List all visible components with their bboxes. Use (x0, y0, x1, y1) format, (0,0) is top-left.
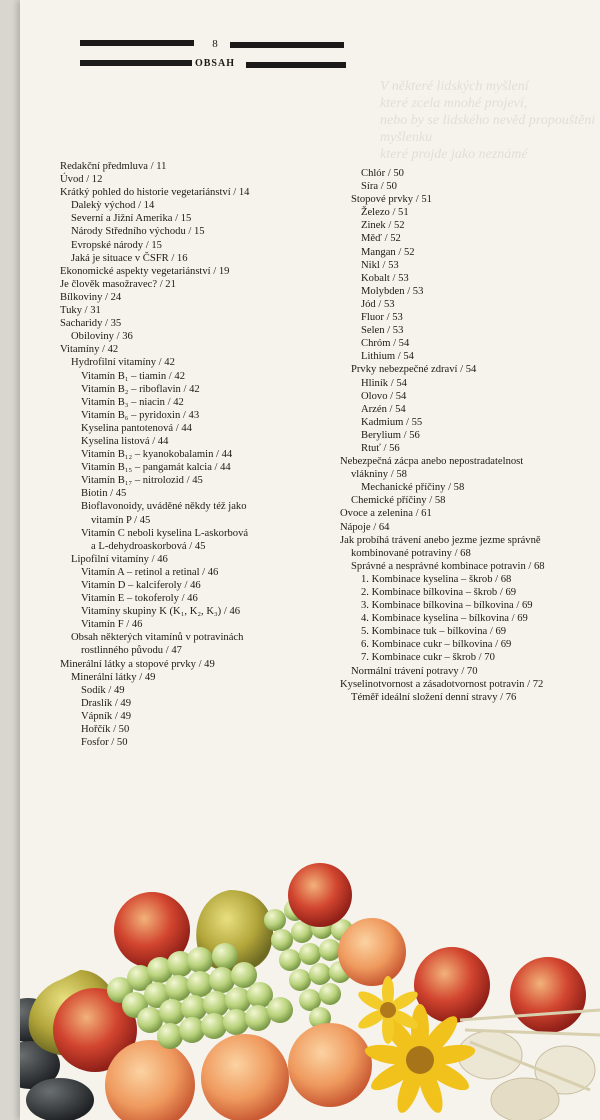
toc-entry: Biotin / 45 (81, 488, 127, 500)
fruit-illustration (20, 860, 600, 1120)
toc-entry: Je člověk masožravec? / 21 (60, 278, 176, 290)
toc-entry: Sacharidy / 35 (60, 318, 122, 330)
toc-entry: Krátký pohled do historie vegetariánství / 14 (60, 187, 250, 199)
toc-entry: 6. Kombinace cukr – bílkovina / 69 (361, 639, 512, 651)
toc-entry: Minerální látky / 49 (71, 671, 156, 683)
toc-entry: Kyselinotvornost a zásadotvornost potravin / 72 (340, 678, 544, 690)
toc-right-column (340, 167, 545, 704)
header-rule-left-top (80, 40, 194, 46)
toc-entry: 7. Kombinace cukr – škrob / 70 (361, 652, 495, 664)
toc-entry: Vitamíny skupiny K (K₁, K₂, K₃) / 46 (81, 606, 241, 618)
toc-entry: Kyselina pantotenová / 44 (81, 422, 192, 434)
toc-entry: Jód / 53 (361, 298, 395, 310)
toc-entry: Fluor / 53 (361, 312, 403, 324)
toc-entry: Bílkoviny / 24 (60, 291, 122, 303)
toc-entry: 4. Kombinace kyselina – bílkovina / 69 (361, 613, 528, 625)
toc-entry: Severní a Jižní Amerika / 15 (71, 213, 192, 225)
toc-entry: Vápník / 49 (81, 710, 132, 722)
toc-entry: vlákniny / 58 (351, 469, 407, 481)
toc-entry: Nebezpečná zácpa anebo nepostradatelnost (340, 456, 524, 468)
toc-entry: Bioflavonoidy, uváděné někdy též jako (81, 501, 247, 513)
peach-right-of-grapes (338, 918, 406, 986)
header-rule-right-bottom (246, 62, 346, 68)
toc-entry: Hliník / 54 (361, 377, 407, 389)
toc-entry: Nápoje / 64 (340, 521, 390, 533)
toc-entry: Vitamín D – kalciferoly / 46 (81, 580, 201, 591)
toc-entry: Měď / 52 (361, 233, 401, 245)
toc-entry: Vitamín B₁₅ – pangamát kalcia / 44 (81, 462, 231, 474)
toc-entry: Kobalt / 53 (361, 272, 409, 284)
toc-left-column (60, 160, 249, 749)
toc-entry: Vitamín B₁₇ – nitrolozid / 45 (81, 475, 203, 487)
toc-entry: Zinek / 52 (361, 220, 405, 232)
toc-entry: 2. Kombinace bílkovina – škrob / 69 (361, 587, 517, 598)
toc-entry: Arzén / 54 (361, 403, 406, 415)
toc-entry: Nikl / 53 (361, 259, 399, 271)
toc-entry: 3. Kombinace bílkovina – bílkovina / 69 (361, 600, 533, 612)
toc-entry: Mechanické příčiny / 58 (361, 482, 465, 494)
toc-entry: Stopové prvky / 51 (351, 194, 432, 206)
toc-entry: Vitamín B₁₂ – kyanokobalamin / 44 (81, 449, 233, 461)
toc-entry: Kyselina listová / 44 (81, 435, 169, 447)
toc-entry: Vitamín F / 46 (81, 619, 143, 631)
toc-entry: Ekonomické aspekty vegetariánství / 19 (60, 265, 230, 277)
apple-top-center (288, 863, 352, 927)
show-through-text: V některé lidských myšlení které zcela mnohé projeví, nebo by se lidského nevěd propouštěni myšlenku které projde jako neznámé (380, 79, 596, 162)
toc-entry: Vitamín E – tokoferoly / 46 (81, 593, 198, 605)
toc-entry: Lithium / 54 (361, 351, 414, 363)
toc-entry: Vitamín B₆ – pyridoxin / 43 (81, 409, 200, 421)
toc-entry: kombinované potraviny / 68 (351, 547, 471, 559)
page-number: 8 (212, 38, 218, 50)
toc-entry: Olovo / 54 (361, 390, 407, 402)
toc-entry: Obsah některých vitamínů v potravinách (71, 632, 244, 644)
toc-entry: Hořčík / 50 (81, 724, 130, 736)
toc-entry: Chlór / 50 (361, 168, 404, 179)
toc-entry: vitamín P / 45 (91, 514, 151, 526)
toc-entry: Redakční předmluva / 11 (60, 161, 167, 172)
toc-entry: Úvod / 12 (60, 174, 103, 186)
toc-entry: Minerální látky a stopové prvky / 49 (60, 658, 215, 670)
toc-entry: Tuky / 31 (60, 305, 101, 317)
toc-entry: Hydrofilní vitamíny / 42 (71, 357, 175, 369)
toc-entry: Vitamín B₃ – niacin / 42 (81, 396, 184, 408)
toc-entry: Vitamín B₂ – riboflavin / 42 (81, 383, 200, 395)
toc-entry: Vitamín A – retinol a retinal / 46 (81, 566, 219, 578)
toc-entry: 5. Kombinace tuk – bílkovina / 69 (361, 626, 507, 638)
toc-entry: 1. Kombinace kyselina – škrob / 68 (361, 573, 512, 585)
toc-entry: Správné a nesprávné kombinace potravin / 68 (351, 560, 545, 572)
toc-entry: Jak probíhá trávení anebo jezme jezme správně (340, 534, 541, 546)
toc-entry: a L-dehydroaskorbová / 45 (91, 540, 206, 552)
toc-entry: Téměř ideální složení denní stravy / 76 (351, 691, 517, 703)
toc-entry: Normální trávení potravy / 70 (351, 665, 478, 677)
toc-entry: rostlinného původu / 47 (81, 645, 182, 657)
toc-entry: Draslík / 49 (81, 697, 132, 709)
yellow-flower-small (356, 976, 421, 1044)
toc-entry: Obiloviny / 36 (71, 331, 133, 343)
header-rule-right-top (230, 42, 344, 48)
peach-bottom-right (288, 1023, 372, 1107)
toc-entry: Chróm / 54 (361, 338, 410, 350)
toc-entry: Vitamín C neboli kyselina L-askorbová (81, 527, 249, 539)
toc-entry: Berylium / 56 (361, 429, 420, 441)
toc-entry: Molybden / 53 (361, 285, 424, 297)
toc-entry: Jaká je situace v ČSFR / 16 (71, 252, 188, 264)
toc-entry: Lipofilní vitamíny / 46 (71, 553, 168, 565)
header-rule-left-bottom (80, 60, 192, 66)
toc-entry: Dalekỳ východ / 14 (71, 200, 155, 212)
toc-entry: Fosfor / 50 (81, 737, 128, 749)
toc-entry: Ovoce a zelenina / 61 (340, 508, 432, 520)
toc-entry: Síra / 50 (361, 181, 397, 193)
toc-entry: Selen / 53 (361, 325, 404, 337)
toc-entry: Evropské národy / 15 (71, 239, 162, 251)
toc-entry: Národy Středního východu / 15 (71, 226, 205, 238)
toc-entry: Sodík / 49 (81, 684, 125, 696)
toc-entry: Vitamíny / 42 (60, 344, 119, 356)
toc-entry: Kadmium / 55 (361, 416, 423, 428)
toc-entry: Prvky nebezpečné zdraví / 54 (351, 364, 477, 376)
toc-entry: Mangan / 52 (361, 246, 415, 258)
toc-entry: Vitamín B₁ – tiamin / 42 (81, 370, 185, 382)
toc-entry: Rtuť / 56 (361, 442, 400, 454)
toc-entry: Železo / 51 (361, 207, 409, 219)
book-page (20, 0, 600, 1120)
apple-far-right (510, 957, 586, 1033)
peach-bottom-center (201, 1034, 289, 1120)
section-title: OBSAH (194, 58, 235, 69)
toc-entry: Chemické příčiny / 58 (351, 495, 446, 507)
